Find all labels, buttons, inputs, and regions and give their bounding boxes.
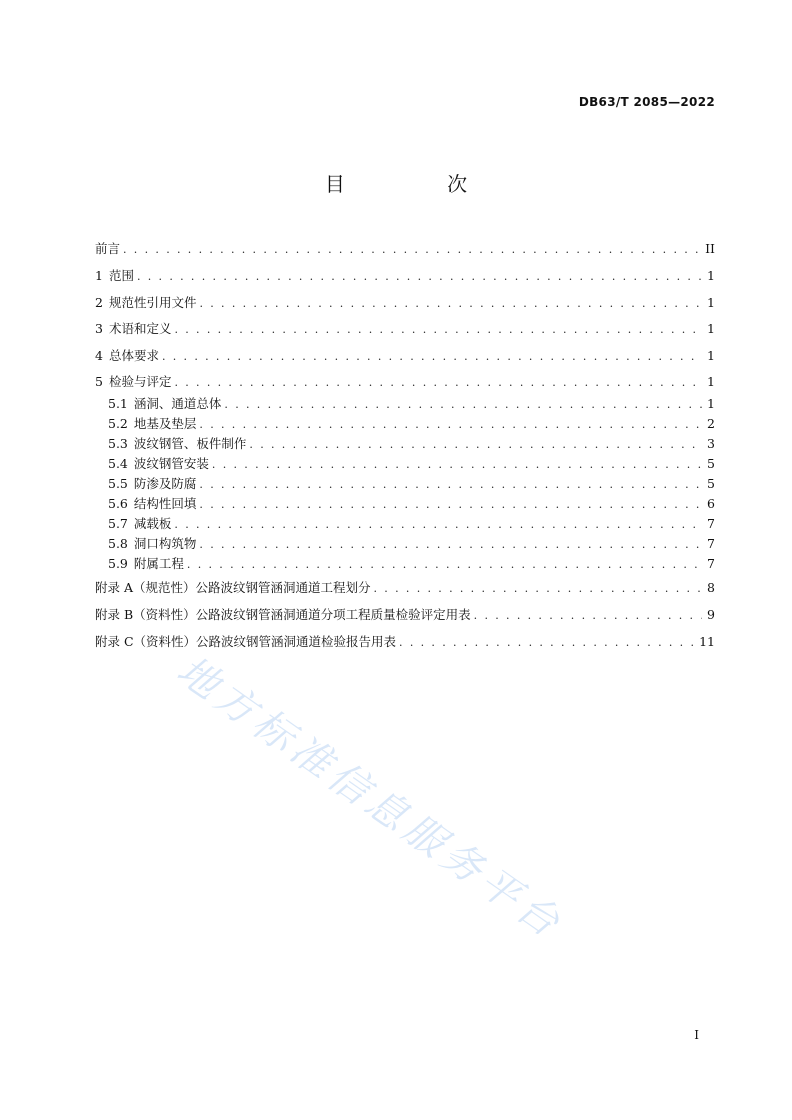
toc-entry-appendix-a[interactable] [95,580,715,597]
toc-entry-5-9[interactable] [95,556,715,573]
toc-entry-5-1[interactable] [95,396,715,413]
toc-label: 洞口构筑物 [133,536,197,551]
toc-label: 前言 [95,241,121,256]
toc-number: 3 [95,321,103,336]
toc-entry-3[interactable] [95,321,715,338]
toc-label: 附录 C（资料性）公路波纹钢管涵洞通道检验报告用表 [95,634,397,649]
toc-leader [399,635,696,651]
toc-number: 2 [95,295,103,310]
toc-label: 防渗及防腐 [133,476,197,491]
toc-page: 1 [707,268,715,283]
toc-page: 7 [707,516,715,531]
toc-entry-5-8[interactable] [95,536,715,553]
toc-leader [187,557,702,573]
toc-number: 5.4 [108,456,128,471]
toc-label: 地基及垫层 [133,416,197,431]
toc-page: 11 [699,634,715,649]
toc-entry-5-3[interactable] [95,436,715,453]
toc-label: 结构性回填 [133,496,197,511]
toc-page: 9 [707,607,715,622]
watermark: 地方标准信息服务平台 [168,647,572,949]
toc-leader [474,608,702,624]
toc-page: 7 [707,536,715,551]
toc-page: 2 [707,416,715,431]
toc-leader [212,457,702,473]
toc-entry-4[interactable] [95,348,715,365]
toc-page: 7 [707,556,715,571]
toc-entry-5-2[interactable] [95,416,715,433]
toc-label: 附录 A（规范性）公路波纹钢管涵洞通道工程划分 [95,580,371,595]
toc-label: 波纹钢管安装 [133,456,209,471]
toc-page: 1 [707,396,715,411]
toc-page: 1 [707,295,715,310]
toc-leader [199,537,702,553]
toc-entry-5[interactable] [95,374,715,391]
toc-number: 5.5 [108,476,128,491]
toc-leader [137,269,702,285]
toc-label: 减载板 [133,516,172,531]
toc-entry-5-5[interactable] [95,476,715,493]
toc-entry-foreword[interactable] [95,241,715,258]
toc-page: 3 [707,436,715,451]
toc-page: 5 [707,456,715,471]
toc-leader [162,349,702,365]
toc-leader [174,375,702,391]
toc-leader [123,242,702,258]
toc-leader [174,517,702,533]
toc-leader [199,477,702,493]
toc-page: 1 [707,348,715,363]
toc-number: 5.8 [108,536,128,551]
toc-number: 5 [95,374,103,389]
toc-label: 附属工程 [133,556,184,571]
toc-number: 5.1 [108,396,128,411]
toc-label: 波纹钢管、板件制作 [133,436,247,451]
toc-page: II [705,241,715,256]
toc-label: 总体要求 [108,348,159,363]
toc-label: 规范性引用文件 [108,295,197,310]
toc-page: 1 [707,321,715,336]
toc-leader [199,296,702,312]
toc-number: 5.7 [108,516,128,531]
toc-leader [199,417,702,433]
toc-page: 5 [707,476,715,491]
document-code: DB63/T 2085—2022 [578,95,715,109]
toc-entry-5-6[interactable] [95,496,715,513]
toc-number: 1 [95,268,103,283]
page-title: 目 次 [324,172,516,196]
toc-leader [249,437,702,453]
toc-entry-1[interactable] [95,268,715,285]
toc-page: 1 [707,374,715,389]
toc-number: 5.2 [108,416,128,431]
toc-label: 附录 B（资料性）公路波纹钢管涵洞通道分项工程质量检验评定用表 [95,607,471,622]
page-number: I [694,1028,699,1042]
toc-entry-2[interactable] [95,295,715,312]
toc-entry-appendix-c[interactable] [95,634,715,651]
toc-number: 4 [95,348,103,363]
toc-label: 术语和定义 [108,321,172,336]
toc-leader [374,581,702,597]
toc-label: 检验与评定 [108,374,172,389]
toc-label: 涵洞、通道总体 [133,396,222,411]
toc-number: 5.3 [108,436,128,451]
toc-leader [199,497,702,513]
toc-leader [174,322,702,338]
toc-number: 5.6 [108,496,128,511]
toc-leader [224,397,702,413]
toc-entry-appendix-b[interactable] [95,607,715,624]
toc-page: 8 [707,580,715,595]
toc-number: 5.9 [108,556,128,571]
toc-label: 范围 [108,268,134,283]
toc-page: 6 [707,496,715,511]
toc-entry-5-4[interactable] [95,456,715,473]
toc-entry-5-7[interactable] [95,516,715,533]
